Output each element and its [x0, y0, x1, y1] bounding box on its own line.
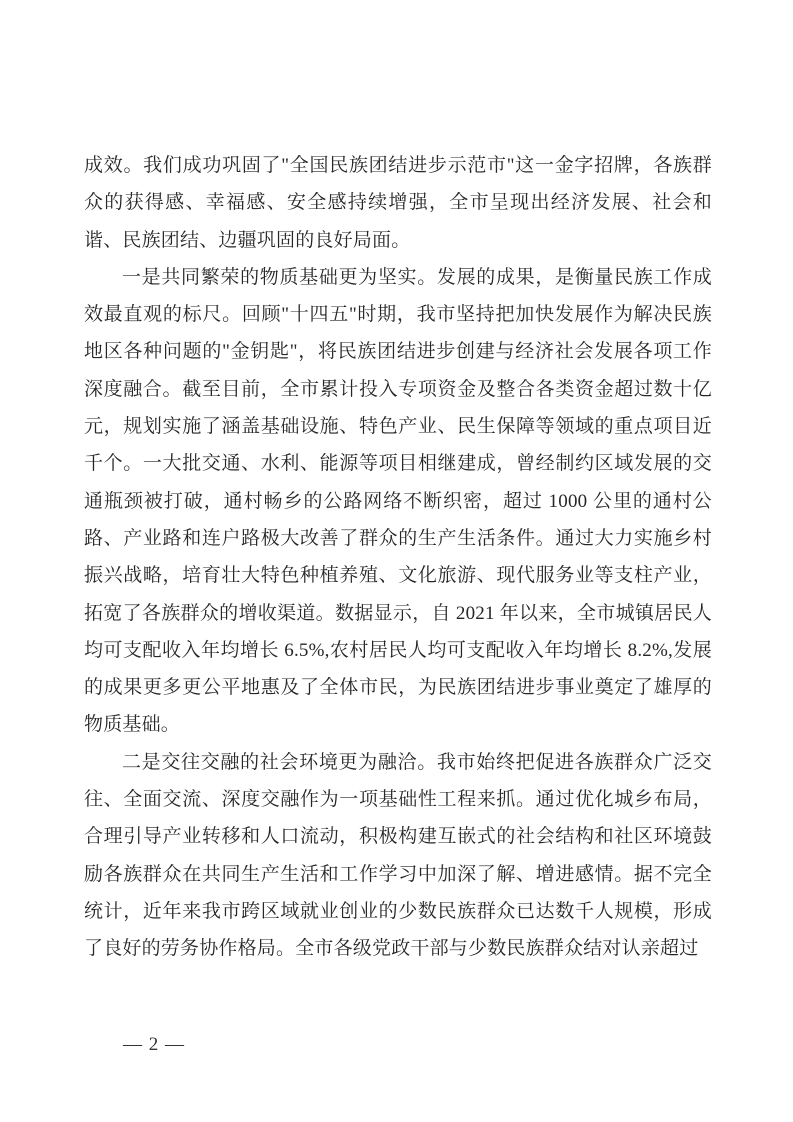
text-block: [84, 147, 712, 968]
paragraph-point-one: 一是共同繁荣的物质基础更为坚实。发展的成果，是衡量民族工作成效最直观的标尺。回顾"十四五"时期，我市坚持把加快发展作为解决民族地区各种问题的"金钥匙"，将民族团结进步创建与经济社会发展各项工作深度融合。截至目前，全市累计投入专项资金及整合各类资金超过数十亿元，规划实施了涵盖基础设施、特色产业、民生保障等领域的重点项目近千个。一大批交通、水利、能源等项目相继建成，曾经制约区域发展的交通瓶颈被打破，通村畅乡的公路网络不断织密，超过 1000 公里的通村公路、产业路和连户路极大改善了群众的生产生活条件。通过大力实施乡村振兴战略，培育壮大特色种植养殖、文化旅游、现代服务业等支柱产业，拓宽了各族群众的增收渠道。数据显示，自 2021 年以来，全市城镇居民人均可支配收入年均增长 6.5%,农村居民人均可支配收入年均增长 8.2%,发展的成果更多更公平地惠及了全体市民，为民族团结进步事业奠定了雄厚的物质基础。: [84, 266, 712, 736]
page-number: — 2 —: [123, 1034, 185, 1055]
paragraph-point-two: 二是交往交融的社会环境更为融洽。我市始终把促进各族群众广泛交往、全面交流、深度交融作为一项基础性工程来抓。通过优化城乡布局，合理引导产业转移和人口流动，积极构建互嵌式的社会结构和社区环境鼓励各族群众在共同生产生活和工作学习中加深了解、增进感情。据不完全统计，近年来我市跨区域就业创业的少数民族群众已达数千人规模，形成了良好的劳务协作格局。全市各级党政干部与少数民族群众结对认亲超过: [84, 751, 712, 960]
paragraph-continuation: 成效。我们成功巩固了"全国民族团结进步示范市"这一金字招牌，各族群众的获得感、幸福感、安全感持续增强，全市呈现出经济发展、社会和谐、民族团结、边疆巩固的良好局面。: [84, 155, 712, 251]
